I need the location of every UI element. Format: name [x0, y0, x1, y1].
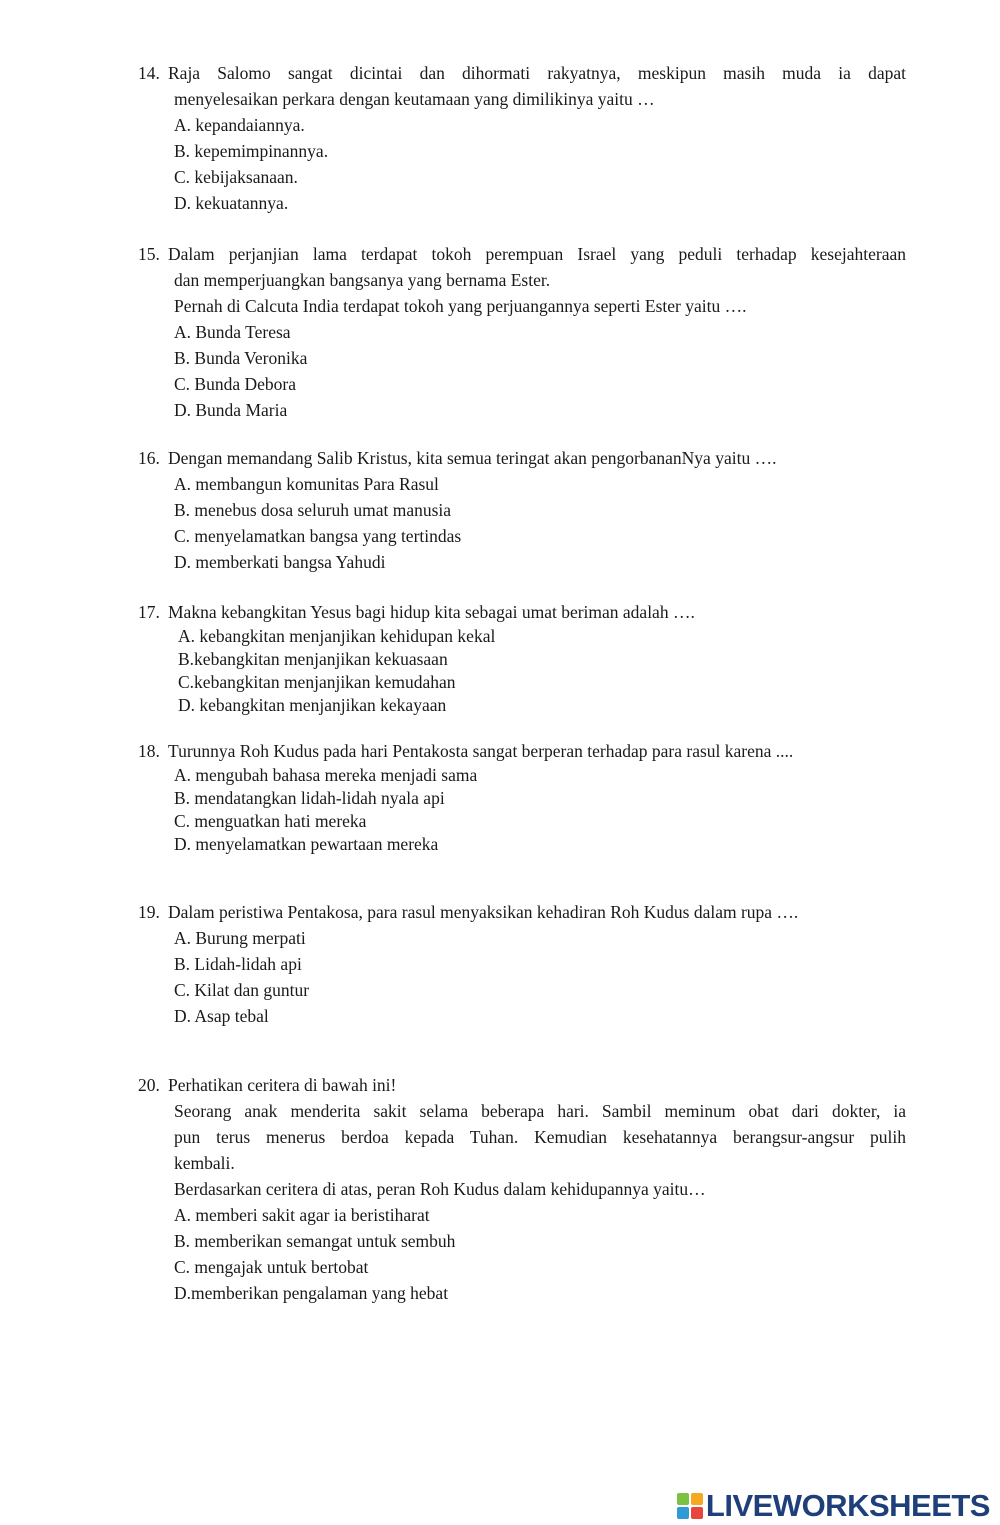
question-number: 14. [138, 63, 160, 83]
question-number: 15. [138, 244, 160, 264]
option-a[interactable]: A. Burung merpati [174, 928, 306, 948]
option-d[interactable]: D. menyelamatkan pewartaan mereka [174, 834, 439, 854]
option-a[interactable]: A. membangun komunitas Para Rasul [174, 474, 439, 494]
question-18 [138, 738, 906, 856]
option-b[interactable]: B.kebangkitan menjanjikan kekuasaan [178, 649, 448, 669]
question-stem-line: 20. Perhatikan ceritera di bawah ini! [138, 1072, 906, 1098]
question-number: 18. [138, 741, 160, 761]
option-d[interactable]: D. kekuatannya. [174, 193, 289, 213]
question-20 [138, 1072, 906, 1306]
option-a[interactable]: A. kepandaiannya. [174, 115, 305, 135]
option-d[interactable]: D.memberikan pengalaman yang hebat [174, 1283, 449, 1303]
logo-mark-icon [677, 1493, 703, 1519]
question-number: 19. [138, 902, 160, 922]
question-number: 16. [138, 448, 160, 468]
option-a[interactable]: A. memberi sakit agar ia beristiharat [174, 1205, 430, 1225]
question-stem-line: menyelesaikan perkara dengan keutamaan yang dimilikinya yaitu … [174, 89, 655, 109]
question-stem-line: 14. Raja Salomo sangat dicintai dan dihormati rakyatnya, meskipun masih muda ia dapat [138, 60, 906, 86]
option-d[interactable]: D. memberkati bangsa Yahudi [174, 552, 386, 572]
question-stem-line: 15. Dalam perjanjian lama terdapat tokoh perempuan Israel yang peduli terhadap kesejahteraan [138, 241, 906, 267]
question-15 [138, 241, 906, 423]
option-a[interactable]: A. mengubah bahasa mereka menjadi sama [174, 765, 478, 785]
question-17 [138, 599, 906, 717]
story-line: Seorang anak menderita sakit selama beberapa hari. Sambil meminum obat dari dokter, ia [174, 1101, 906, 1121]
option-c[interactable]: C. Bunda Debora [174, 374, 296, 394]
question-stem-line: 17. Makna kebangkitan Yesus bagi hidup kita sebagai umat beriman adalah …. [138, 599, 906, 625]
option-b[interactable]: B. menebus dosa seluruh umat manusia [174, 500, 452, 520]
option-b[interactable]: B. Bunda Veronika [174, 348, 308, 368]
question-number: 20. [138, 1075, 160, 1095]
option-b[interactable]: B. Lidah-lidah api [174, 954, 302, 974]
story-line: pun terus menerus berdoa kepada Tuhan. Kemudian kesehatannya berangsur-angsur pulih [174, 1127, 906, 1147]
option-a[interactable]: A. Bunda Teresa [174, 322, 291, 342]
option-d[interactable]: D. Asap tebal [174, 1006, 269, 1026]
option-c[interactable]: C. Kilat dan guntur [174, 980, 310, 1000]
question-16 [138, 445, 906, 575]
logo-text: LIVEWORKSHEETS [705, 1488, 990, 1523]
liveworksheets-logo [677, 1488, 990, 1524]
question-19 [138, 899, 906, 1029]
option-c[interactable]: C.kebangkitan menjanjikan kemudahan [178, 672, 456, 692]
option-a[interactable]: A. kebangkitan menjanjikan kehidupan kekal [178, 626, 496, 646]
option-c[interactable]: C. kebijaksanaan. [174, 167, 298, 187]
option-c[interactable]: C. mengajak untuk bertobat [174, 1257, 369, 1277]
question-stem-line: 19. Dalam peristiwa Pentakosa, para rasul menyaksikan kehadiran Roh Kudus dalam rupa …. [138, 899, 906, 925]
option-b[interactable]: B. kepemimpinannya. [174, 141, 329, 161]
question-stem-line: 16. Dengan memandang Salib Kristus, kita semua teringat akan pengorbananNya yaitu …. [138, 445, 906, 471]
question-stem-line: 18. Turunnya Roh Kudus pada hari Pentakosta sangat berperan terhadap para rasul karena .... [138, 738, 906, 764]
option-d[interactable]: D. kebangkitan menjanjikan kekayaan [178, 695, 447, 715]
option-b[interactable]: B. mendatangkan lidah-lidah nyala api [174, 788, 445, 808]
question-stem-line: dan memperjuangkan bangsanya yang bernama Ester. [174, 270, 551, 290]
story-line: kembali. [174, 1153, 235, 1173]
question-prompt: Berdasarkan ceritera di atas, peran Roh Kudus dalam kehidupannya yaitu… [174, 1179, 706, 1199]
question-14 [138, 60, 906, 216]
option-b[interactable]: B. memberikan semangat untuk sembuh [174, 1231, 456, 1251]
option-d[interactable]: D. Bunda Maria [174, 400, 288, 420]
question-stem-line: Pernah di Calcuta India terdapat tokoh yang perjuangannya seperti Ester yaitu …. [174, 296, 747, 316]
option-c[interactable]: C. menguatkan hati mereka [174, 811, 367, 831]
question-number: 17. [138, 602, 160, 622]
option-c[interactable]: C. menyelamatkan bangsa yang tertindas [174, 526, 462, 546]
